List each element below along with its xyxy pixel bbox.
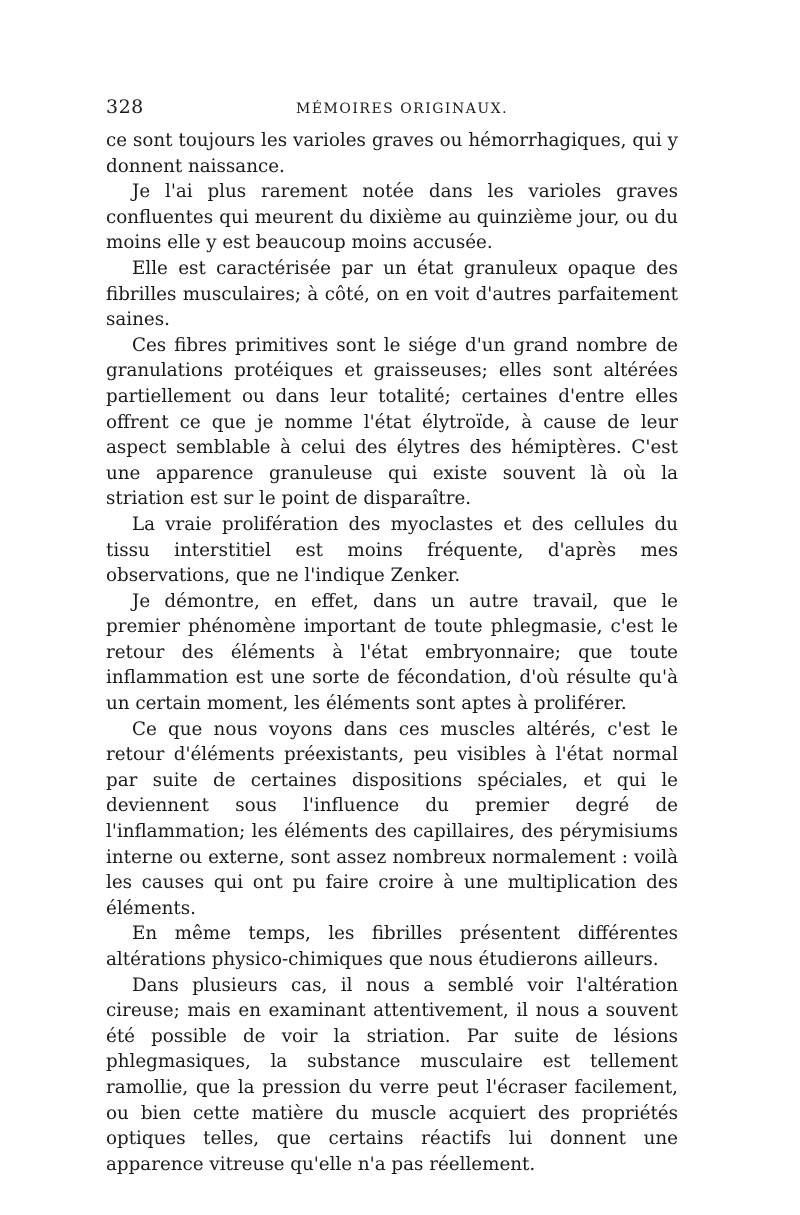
- page-header: [106, 96, 678, 126]
- body-text: [106, 128, 678, 1177]
- paragraph: En même temps, les fibrilles présentent différentes altérations physico-chimiques que nous étudierons ailleurs.: [106, 923, 678, 970]
- paragraph: La vraie prolifération des myoclastes et des cellules du tissu interstitiel est moins fréquente, d'après mes observations, que ne l'indique Zenker.: [106, 513, 678, 587]
- running-title: MÉMOIRES ORIGINAUX.: [296, 101, 509, 117]
- paragraph: ce sont toujours les varioles graves ou hémorrhagiques, qui y donnent naissance.: [106, 130, 678, 177]
- paragraph: Je l'ai plus rarement notée dans les varioles graves confluentes qui meurent du dixième au quinzième jour, ou du moins elle y est beaucoup moins accusée.: [106, 181, 678, 254]
- paragraph: Ce que nous voyons dans ces muscles altérés, c'est le retour d'éléments préexistants, peu visibles à l'état normal par suite de certaines dispositions spéciales, et qui le deviennent sous l'influence du premier degré de l'inflammation; les éléments des capillaires, des pérymisiums interne ou externe, sont assez nombreux normalement : voilà les causes qui ont pu faire croire à une multiplication des éléments.: [106, 718, 678, 919]
- paragraph: Ces fibres primitives sont le siége d'un grand nombre de granulations protéiques et graisseuses; elles sont altérées partiellement ou dans leur totalité; certaines d'entre elles offrent ce que je nomme l'état élytroïde, à cause de leur aspect semblable à celui des élytres des hémiptères. C'est une apparence granuleuse qui existe souvent là où la striation est sur le point de disparaître.: [106, 334, 678, 510]
- paragraph: Elle est caractérisée par un état granuleux opaque des fibrilles musculaires; à côté, on en voit d'autres parfaitement saines.: [106, 257, 678, 331]
- paragraph: Je démontre, en effet, dans un autre travail, que le premier phénomène important de toute phlegmasie, c'est le retour des éléments à l'état embryonnaire; que toute inflammation est une sorte de fécondation, d'où résulte qu'à un certain moment, les éléments sont aptes à proliférer.: [106, 590, 678, 715]
- page-number: 328: [106, 96, 144, 118]
- paragraph: Dans plusieurs cas, il nous a semblé voir l'altération cireuse; mais en examinant attentivement, il nous a souvent été possible de voir la striation. Par suite de lésions phlegmasiques, la substance musculaire est tellement ramollie, que la pression du verre peut l'écraser facilement, ou bien cette matière du muscle acquiert des propriétés optiques telles, que certains réactifs lui donnent une apparence vitreuse qu'elle n'a pas réellement.: [106, 974, 678, 1175]
